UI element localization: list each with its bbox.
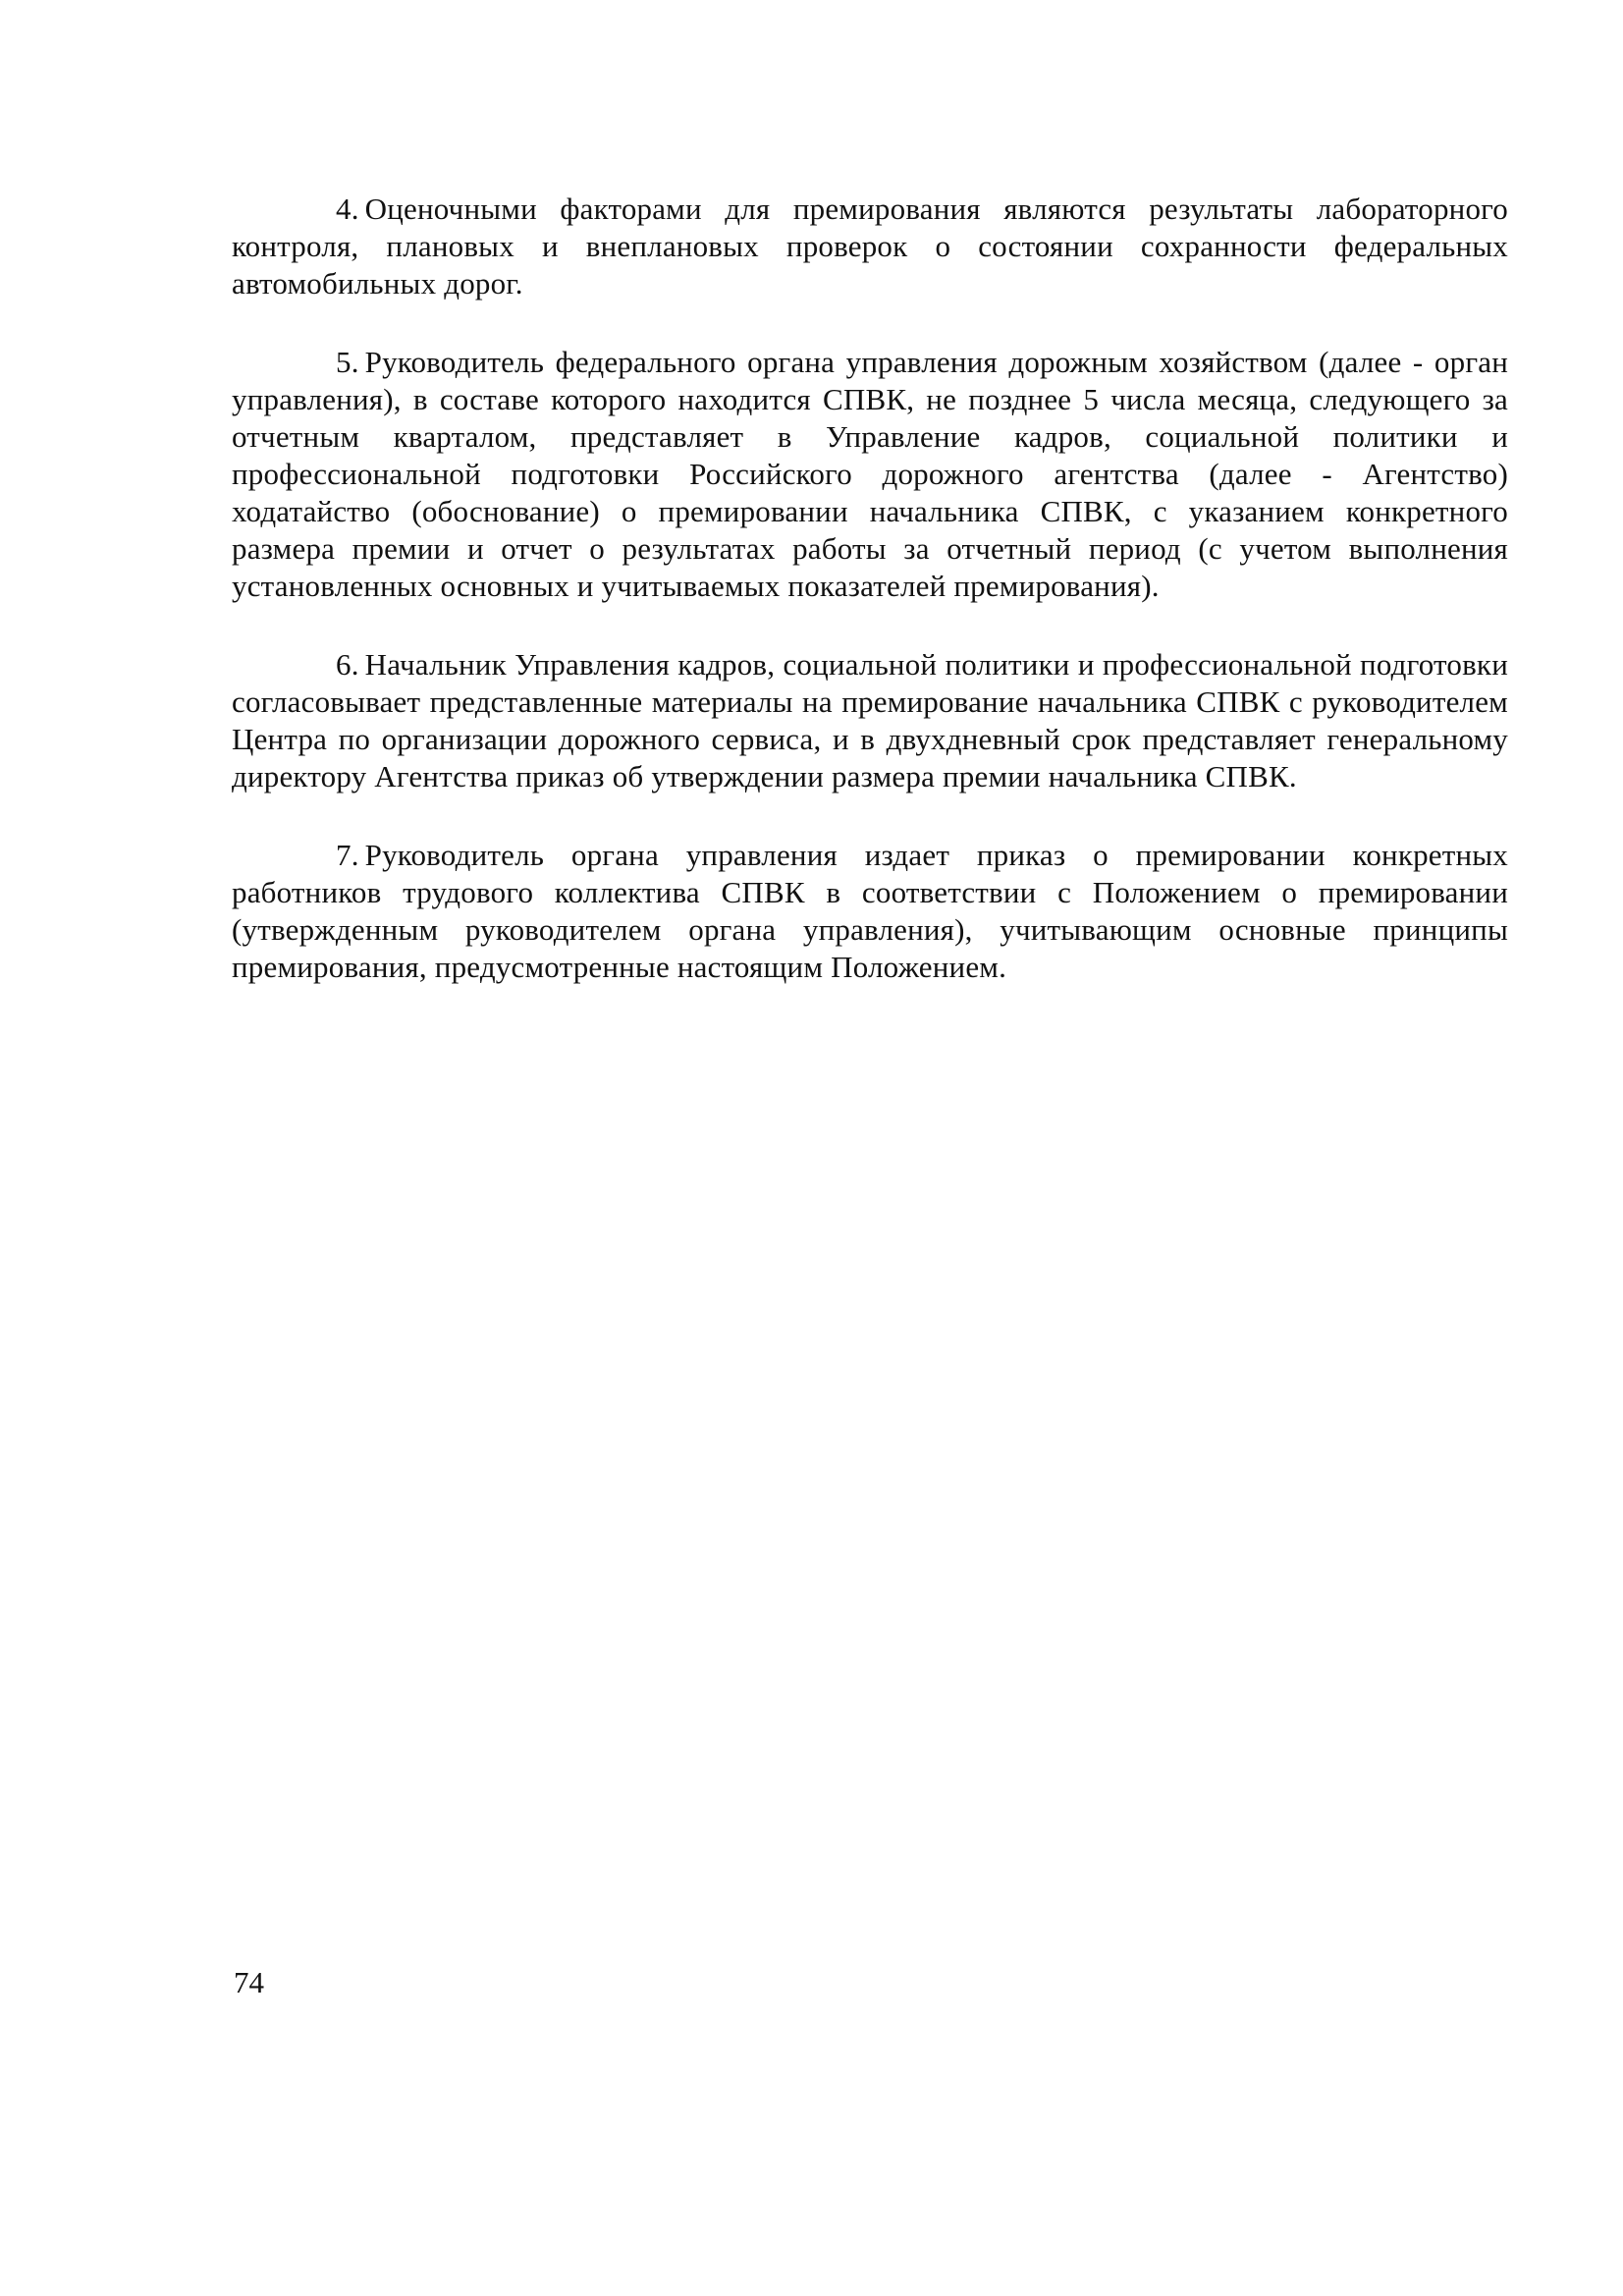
document-body	[232, 191, 1508, 1027]
page-number: 74	[234, 1965, 264, 1999]
paragraph-4	[232, 191, 1508, 302]
paragraph-6	[232, 646, 1508, 795]
paragraph-number: 6.	[336, 647, 359, 682]
paragraph-text: Оценочными факторами для премирования являются результаты лабораторного контроля, плановых и внеплановых проверок о состоянии сохранности федеральных автомобильных дорог.	[232, 191, 1508, 301]
paragraph-number: 5.	[336, 345, 359, 379]
paragraph-text: Руководитель органа управления издает приказ о премировании конкретных работников трудового коллектива СПВК в соответствии с Положением о премировании (утвержденным руководителем органа управления), учитывающим основные принципы премирования, предусмотренные настоящим Положением.	[232, 838, 1508, 984]
paragraph-number: 7.	[336, 838, 359, 872]
paragraph-number: 4.	[336, 191, 359, 226]
paragraph-5	[232, 344, 1508, 605]
paragraph-text: Начальник Управления кадров, социальной политики и профессиональной подготовки согласовывает представленные материалы на премирование начальника СПВК с руководителем Центра по организации дорожного сервиса, и в двухдневный срок представляет генеральному директору Агентства приказ об утверждении размера премии начальника СПВК.	[232, 647, 1508, 793]
paragraph-text: Руководитель федерального органа управления дорожным хозяйством (далее - орган управления), в составе которого находится СПВК, не позднее 5 числа месяца, следующего за отчетным кварталом, представляет в Управление кадров, социальной политики и профессиональной подготовки Российского дорожного агентства (далее - Агентство) ходатайство (обоснование) о премировании начальника СПВК, с указанием конкретного размера премии и отчет о результатах работы за отчетный период (с учетом выполнения установленных основных и учитываемых показателей премирования).	[232, 345, 1508, 603]
paragraph-7	[232, 837, 1508, 986]
